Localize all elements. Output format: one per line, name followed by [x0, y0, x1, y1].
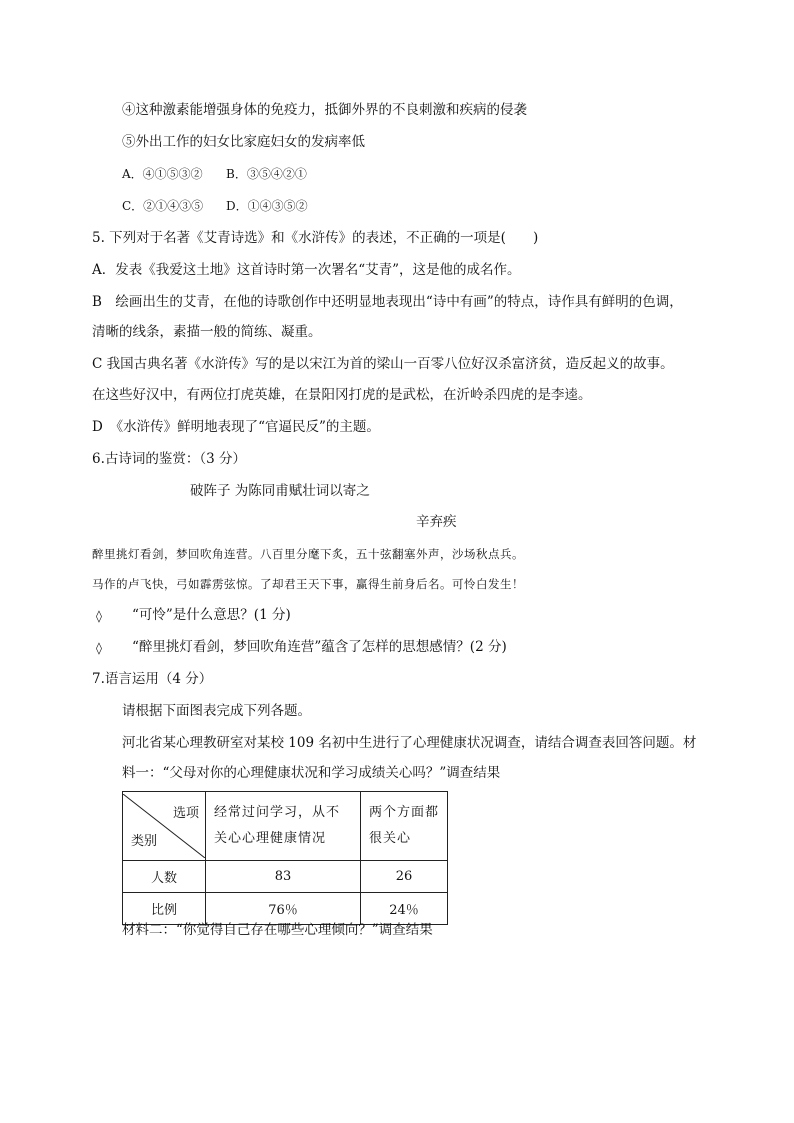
row-label-count: 人数	[123, 861, 206, 893]
q4-option-a: A．④①⑤③②	[122, 167, 203, 181]
q4-item-5: ⑤外出工作的妇女比家庭妇女的发病率低	[122, 134, 365, 150]
q4-option-d: D．①④③⑤②	[226, 199, 308, 213]
q6-sub-question-1: “可怜”是什么意思？(1 分)	[132, 607, 291, 623]
cell-ratio-col2: 24％	[361, 893, 448, 925]
poem-line-2: 马作的卢飞快，弓如霹雳弦惊。了却君王天下事，赢得生前身后名。可怜白发生！	[92, 577, 524, 591]
q5-option-c-line2: 在这些好汉中，有两位打虎英雄，在景阳冈打虎的是武松，在沂岭杀四虎的是李逵。	[92, 387, 592, 403]
q5-stem: 5. 下列对于名著《艾青诗选》和《水浒传》的表述，不正确的一项是( )	[92, 230, 539, 246]
header-col1-line2: 关心心理健康情况	[214, 831, 327, 846]
poem-author: 辛弃疾	[416, 514, 457, 530]
q6-stem: 6.古诗词的鉴赏：（3 分）	[92, 451, 247, 467]
table-header-col1	[206, 792, 361, 861]
q7-paragraph-line1: 河北省某心理教研室对某校 109 名初中生进行了心理健康状况调查，请结合调查表回答问题。材	[122, 735, 697, 751]
q4-option-c: C．②①④③⑤	[122, 199, 204, 213]
table-header-col2	[361, 792, 448, 861]
q5-option-d: D 《水浒传》鲜明地表现了“官逼民反”的主题。	[92, 419, 380, 435]
header-col1-line1: 经常过问学习，从不	[214, 805, 341, 820]
q5-option-b-line1: B 绘画出生的艾青，在他的诗歌创作中还明显地表现出“诗中有画”的特点，诗作具有鲜明的色调，	[92, 294, 683, 310]
cell-ratio-col1: 76％	[206, 893, 361, 925]
poem-title: 破阵子 为陈同甫赋壮词以寄之	[190, 483, 370, 499]
q6-sub2-marker: ◊	[96, 641, 102, 655]
survey-table	[122, 791, 448, 925]
cell-count-col2: 26	[361, 861, 448, 893]
q7-stem: 7.语言运用（4 分）	[92, 671, 213, 687]
q7-intro: 请根据下面图表完成下列各题。	[122, 703, 311, 719]
q4-option-b: B．③⑤④②①	[226, 167, 307, 181]
header-col2-line2: 很关心	[369, 831, 412, 846]
corner-label-category: 类别	[131, 834, 158, 849]
q5-option-a: A．发表《我爱这土地》这首诗时第一次署名“艾青”，这是他的成名作。	[92, 262, 521, 278]
q5-option-c-line1: C 我国古典名著《水浒传》写的是以宋江为首的梁山一百零八位好汉杀富济贫，造反起义的故事。	[92, 356, 674, 372]
header-col2-line1: 两个方面都	[369, 805, 440, 820]
cell-count-col1: 83	[206, 861, 361, 893]
row-label-ratio: 比例	[123, 893, 206, 925]
poem-line-1: 醉里挑灯看剑，梦回吹角连营。八百里分麾下炙，五十弦翻塞外声，沙场秋点兵。	[92, 547, 524, 561]
table-corner-cell	[123, 792, 206, 861]
table-header-row	[123, 792, 448, 861]
q4-item-4: ④这种激素能增强身体的免疫力，抵御外界的不良刺激和疾病的侵袭	[122, 102, 527, 118]
q5-option-b-line2: 清晰的线条，素描一般的简练、凝重。	[92, 324, 322, 340]
table-row	[123, 893, 448, 925]
corner-label-options: 选项	[172, 806, 199, 821]
material-2-heading: 材料二：“你觉得自己存在哪些心理倾向？”调查结果	[122, 922, 433, 938]
q6-sub1-marker: ◊	[96, 609, 102, 623]
table-row	[123, 861, 448, 893]
q7-paragraph-line2: 料一：“父母对你的心理健康状况和学习成绩关心吗？”调查结果	[122, 765, 501, 781]
q6-sub-question-2: “醉里挑灯看剑，梦回吹角连营”蕴含了怎样的思想感情？(2 分)	[132, 639, 507, 655]
